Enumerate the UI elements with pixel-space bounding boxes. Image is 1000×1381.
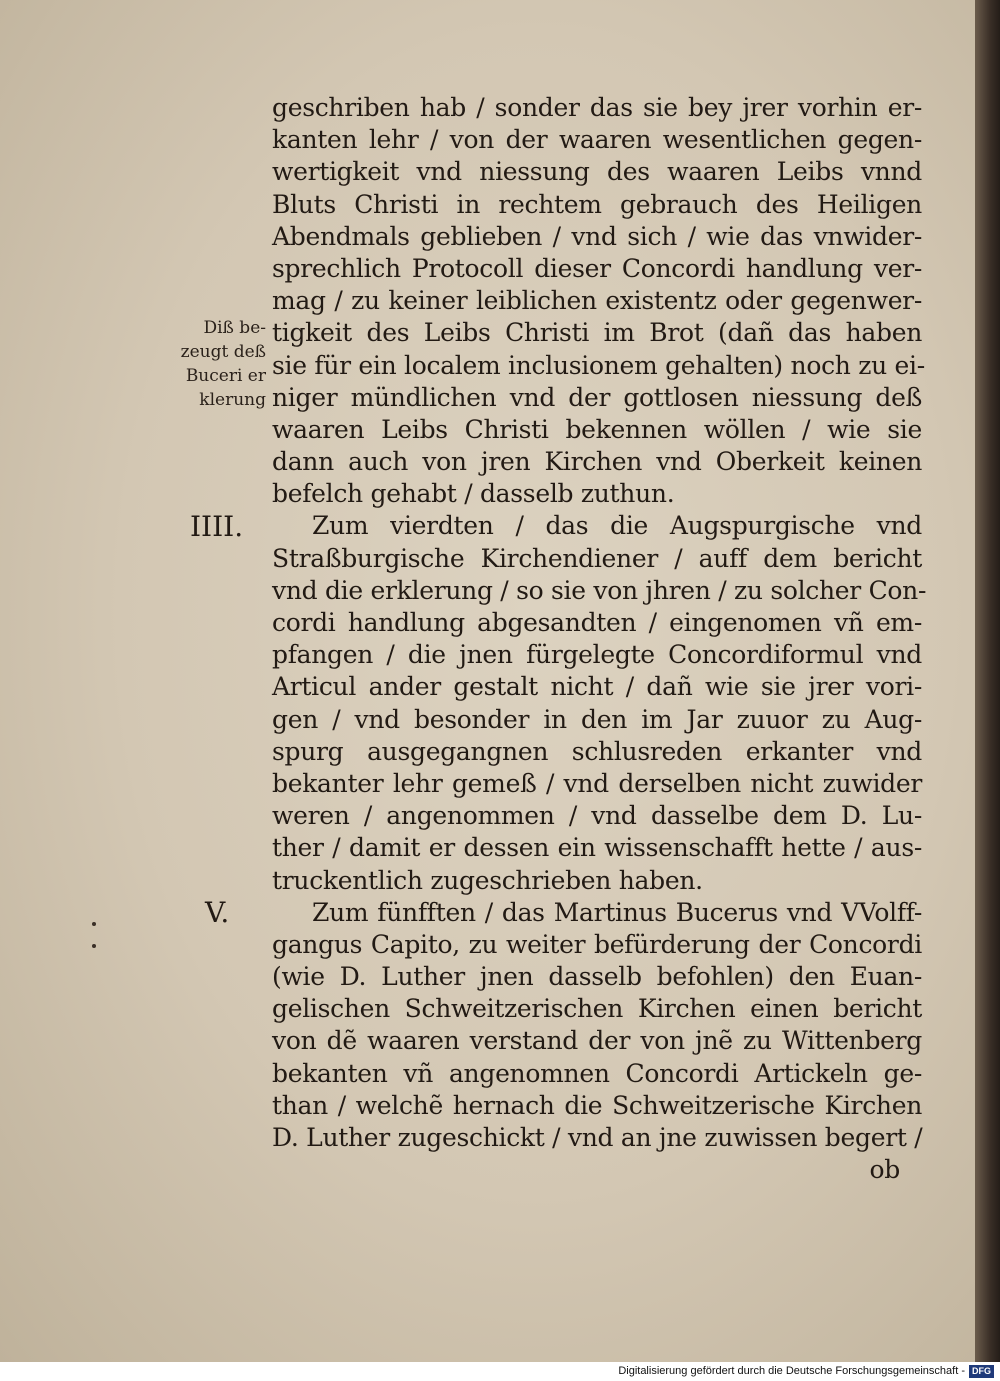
text-line: Zum vierdten / das die Augspurgische vnd [312,511,922,541]
text-line: bekanter lehr gemeß / vnd derselben nicht zuwider [272,768,922,798]
text-line: tigkeit des Leibs Christi im Brot (dañ das haben [272,318,922,348]
text-line: cordi handlung abgesandten / eingenomen vñ em- [272,608,922,637]
text-line: Articul ander gestalt nicht / dañ wie sie jrer vori- [272,672,922,702]
section-numeral-five: V. [205,896,230,929]
text-line: geschriben hab / sonder das sie bey jrer vorhin er- [272,93,922,122]
text-line: pfangen / die jnen fürgelegte Concordiformul vnd [272,640,922,670]
dfg-logo-icon: DFG [969,1365,994,1378]
text-line: spurg ausgegangnen schlusreden erkanter vnd [272,736,922,766]
text-line: weren / angenommen / vnd dasselbe dem D. Lu- [272,801,922,831]
text-line: truckentlich zugeschrieben haben. [272,865,703,895]
text-line: gen / vnd besonder in den im Jar zuuor zu Aug- [272,704,922,734]
text-line: Straßburgische Kirchendiener / auff dem bericht [272,543,922,573]
book-spine-edge [975,0,1000,1362]
text-line: Zum fünfften / das Martinus Bucerus vnd VVolff- [312,897,922,927]
text-line: waaren Leibs Christi bekennen wöllen / wie sie [272,414,922,444]
text-line: kanten lehr / von der waaren wesentlichen gegen- [272,125,922,155]
text-line: gelischen Schweitzerischen Kirchen einen bericht [272,994,922,1024]
margin-note-line: Buceri er [185,366,266,386]
text-line: befelch gehabt / dasselb zuthun. [272,479,675,509]
footer-credit: Digitalisierung gefördert durch die Deutsche Forschungsgemeinschaft - [618,1365,965,1377]
text-line: bekanten vñ angenomnen Concordi Artickeln ge- [272,1058,922,1088]
section-numeral-four: IIII. [190,510,244,543]
margin-note-line: Diß be- [203,318,266,338]
ink-speck [92,922,96,926]
main-text [272,92,927,1186]
catchword: ob [869,1155,900,1185]
text-line: sprechlich Protocoll dieser Concordi handlung ver- [272,253,922,283]
text-line: vnd die erklerung / so sie von jhren / zu solcher Con- [272,575,927,605]
ink-speck [92,944,96,948]
text-line: gangus Capito, zu weiter befürderung der Concordi [272,929,922,959]
margin-note-line: klerung [199,390,266,410]
text-line: than / welchẽ hernach die Schweitzerische Kirchen [272,1090,922,1120]
text-line: sie für ein localem inclusionem gehalten) noch zu ei- [272,350,925,380]
margin-note [168,316,266,412]
text-line: Abendmals geblieben / vnd sich / wie das vnwider- [272,221,922,251]
text-line: ther / damit er dessen ein wissenschafft hette / aus- [272,833,922,863]
text-line: Bluts Christi in rechtem gebrauch des Heiligen [272,189,922,219]
text-line: mag / zu keiner leiblichen existentz oder gegenwer- [272,286,922,316]
margin-note-line: zeugt deß [180,342,266,362]
text-line: (wie D. Luther jnen dasselb befohlen) den Euan- [272,962,922,992]
text-line: niger mündlichen vnd der gottlosen niessung deß [272,382,922,412]
text-line: von dẽ waaren verstand der von jnẽ zu Wittenberg [272,1026,922,1056]
digitization-footer [0,1362,1000,1381]
text-line: dann auch von jren Kirchen vnd Oberkeit keinen [272,447,922,477]
text-line: wertigkeit vnd niessung des waaren Leibs vnnd [272,157,922,187]
text-line: D. Luther zugeschickt / vnd an jne zuwissen begert / [272,1123,923,1152]
